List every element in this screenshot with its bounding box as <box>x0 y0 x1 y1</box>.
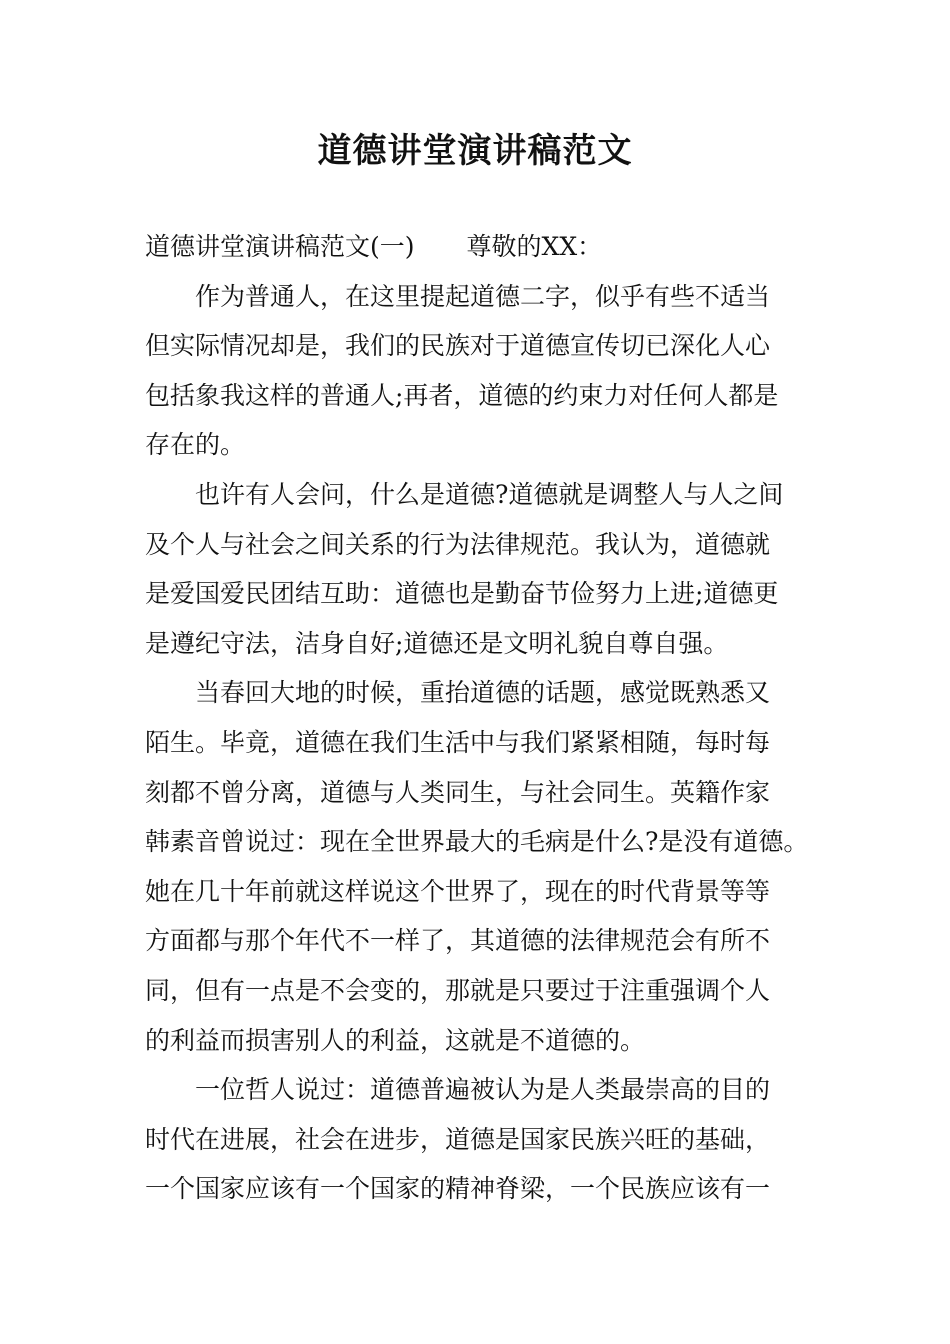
paragraph-line: 方面都与那个年代不一样了，其道德的法律规范会有所不 <box>145 926 771 956</box>
paragraph-line: 时代在进展，社会在进步，道德是国家民族兴旺的基础， <box>145 1124 771 1154</box>
paragraph-line: 陌生。毕竟，道德在我们生活中与我们紧紧相随，每时每 <box>145 727 771 757</box>
salutation: 尊敬的XX： <box>466 232 603 261</box>
paragraph-line: 韩素音曾说过：现在全世界最大的毛病是什么?是没有道德。 <box>145 827 809 857</box>
document-body <box>145 222 825 1214</box>
paragraph-line: 作为普通人，在这里提起道德二字，似乎有些不适当 <box>195 281 771 311</box>
paragraph-line: 她在几十年前就这样说这个世界了，现在的时代背景等等 <box>145 876 771 906</box>
document-title: 道德讲堂演讲稿范文 <box>317 131 633 171</box>
section-heading: 道德讲堂演讲稿范文(一) <box>145 232 415 261</box>
paragraph-line: 当春回大地的时候，重抬道德的话题，感觉既熟悉又 <box>195 678 771 708</box>
paragraph-line: 包括象我这样的普通人;再者，道德的约束力对任何人都是 <box>145 380 779 410</box>
paragraph-line: 但实际情况却是，我们的民族对于道德宣传切已深化人心 <box>145 331 771 361</box>
paragraph-line: 一个国家应该有一个国家的精神脊梁，一个民族应该有一 <box>145 1174 771 1204</box>
paragraph-1 <box>145 272 825 470</box>
paragraph-line: 同，但有一点是不会变的，那就是只要过于注重强调个人 <box>145 975 771 1005</box>
paragraph-line: 的利益而损害别人的利益，这就是不道德的。 <box>145 1025 646 1055</box>
paragraph-line: 是爱国爱民团结互助：道德也是勤奋节俭努力上进;道德更 <box>145 579 779 609</box>
paragraph-4 <box>145 1065 825 1214</box>
header-line <box>145 222 825 272</box>
paragraph-line: 刻都不曾分离，道德与人类同生，与社会同生。英籍作家 <box>145 777 771 807</box>
paragraph-line: 及个人与社会之间关系的行为法律规范。我认为，道德就 <box>145 529 771 559</box>
paragraph-line: 一位哲人说过：道德普遍被认为是人类最崇高的目的 <box>195 1075 771 1105</box>
paragraph-line: 也许有人会问，什么是道德?道德就是调整人与人之间 <box>195 479 784 509</box>
paragraph-3 <box>145 668 825 1065</box>
paragraph-2 <box>145 470 825 668</box>
paragraph-line: 存在的。 <box>145 430 246 460</box>
paragraph-line: 是遵纪守法，洁身自好;道德还是文明礼貌自尊自强。 <box>145 628 729 658</box>
